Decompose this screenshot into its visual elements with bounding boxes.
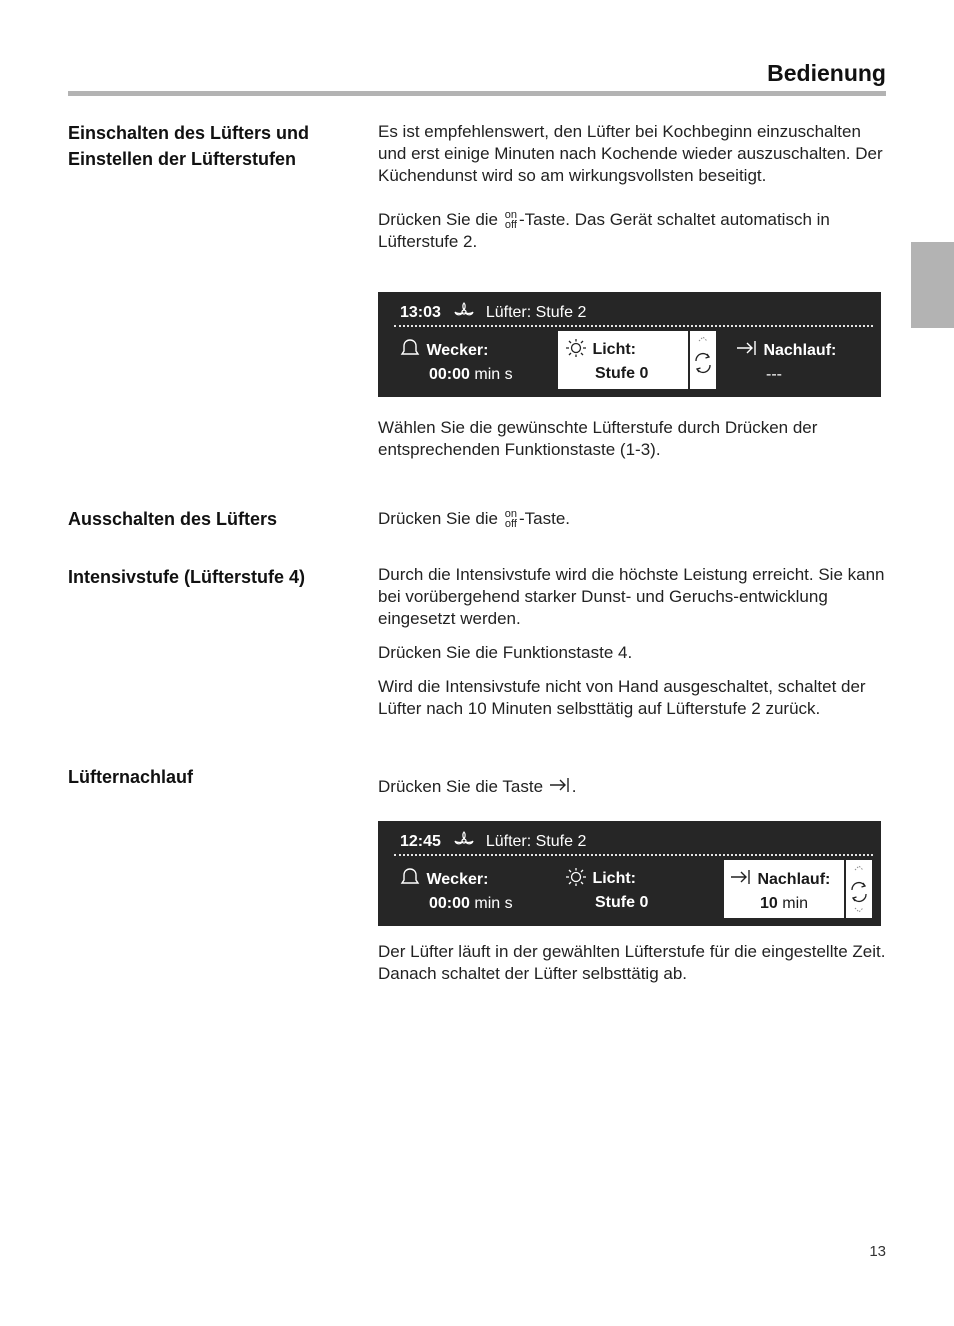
- display-status-line: [400, 302, 586, 322]
- bell-icon: [398, 338, 422, 358]
- alarm-value: 00:00: [429, 895, 470, 912]
- paragraph: Drücken Sie die on off -Taste.: [378, 508, 571, 530]
- header-rule: [68, 91, 886, 96]
- fan-icon: [453, 302, 475, 320]
- runon-label: Nachlauf:: [763, 342, 837, 359]
- runon-label: Nachlauf:: [757, 871, 831, 888]
- page-number: 13: [869, 1243, 886, 1260]
- runon-value: ---: [766, 366, 782, 383]
- control-display-1: [378, 292, 881, 397]
- light-value: Stufe 0: [595, 365, 649, 382]
- dotted-divider: [394, 854, 873, 856]
- light-label: Licht:: [592, 870, 636, 887]
- on-off-icon: on off: [504, 209, 517, 231]
- alarm-label: Wecker:: [426, 871, 489, 888]
- paragraph: Drücken Sie die Funktionstaste 4.: [378, 643, 633, 662]
- paragraph: Wird die Intensivstufe nicht von Hand ausgeschaltet, schaltet der Lüfter nach 10 Minuten selbsttätig auf Lüfterstufe 2 zurück.: [378, 677, 866, 718]
- display-time: 13:03: [400, 304, 441, 321]
- paragraph: Wählen Sie die gewünschte Lüfterstufe durch Drücken der entsprechenden Funktionstaste (1-3).: [378, 418, 818, 459]
- light-value: Stufe 0: [595, 894, 649, 911]
- paragraph: Drücken Sie die Taste .: [378, 777, 577, 796]
- light-label: Licht:: [592, 341, 636, 358]
- light-cell: [564, 867, 648, 912]
- runon-value: 10: [760, 895, 778, 912]
- alarm-unit: min s: [474, 895, 513, 912]
- alarm-label: Wecker:: [426, 342, 489, 359]
- light-cell-selected[interactable]: [558, 331, 688, 389]
- heading-luefternachlauf: Lüfternachlauf: [68, 767, 194, 787]
- display-fan-level: Lüfter: Stufe 2: [485, 304, 587, 321]
- dotted-divider: [394, 325, 873, 327]
- display-status-line: [400, 831, 586, 851]
- heading-ausschalten: Ausschalten des Lüfters: [68, 509, 278, 529]
- paragraph: Durch die Intensivstufe wird die höchste Leistung erreicht. Sie kann bei vorübergehend starker Dunst- und Geruchs-entwicklung eingesetzt werden.: [378, 565, 885, 628]
- bell-icon: [398, 867, 422, 887]
- runon-arrow-icon: [729, 867, 753, 887]
- fan-icon: [453, 831, 475, 849]
- alarm-value: 00:00: [429, 366, 470, 383]
- runon-cell-selected[interactable]: [724, 860, 844, 918]
- alarm-unit: min s: [474, 366, 513, 383]
- page-title: Bedienung: [767, 60, 886, 86]
- rotate-arrows-icon: [690, 331, 716, 389]
- heading-intensivstufe: Intensivstufe (Lüfterstufe 4): [68, 567, 306, 587]
- thumb-index-tab: [911, 242, 954, 328]
- display-time: 12:45: [400, 833, 441, 850]
- light-icon: [564, 338, 588, 358]
- light-icon: [564, 867, 588, 887]
- display-fan-level: Lüfter: Stufe 2: [485, 833, 587, 850]
- runon-cell: [735, 338, 836, 384]
- heading-einschalten: Einschalten des Lüfters und Einstellen der Lüfterstufen: [68, 123, 310, 169]
- alarm-cell: [398, 867, 513, 913]
- rotate-arrows-icon: [846, 860, 872, 918]
- runon-arrow-icon: [735, 338, 759, 358]
- runon-key-icon: [548, 776, 572, 794]
- control-display-2: [378, 821, 881, 926]
- section-intensivstufe-body: [378, 564, 888, 720]
- scroll-adjust-button[interactable]: [846, 860, 872, 918]
- alarm-cell: [398, 338, 513, 384]
- runon-unit: min: [782, 895, 809, 912]
- paragraph: Drücken Sie die on off -Taste. Das Gerät schaltet automatisch in Lüfterstufe 2.: [378, 209, 830, 251]
- paragraph: Der Lüfter läuft in der gewählten Lüfterstufe für die eingestellte Zeit. Danach schaltet der Lüfter selbsttätig ab.: [378, 942, 886, 983]
- paragraph: Es ist empfehlenswert, den Lüfter bei Kochbeginn einzuschalten und erst einige Minuten nach Kochende wieder auszuschalten. Der Küchendunst wird so am wirkungsvollsten beseitigt.: [378, 122, 883, 185]
- scroll-adjust-button[interactable]: [690, 331, 716, 389]
- on-off-icon: on off: [504, 508, 517, 530]
- section-einschalten-body: [378, 121, 888, 253]
